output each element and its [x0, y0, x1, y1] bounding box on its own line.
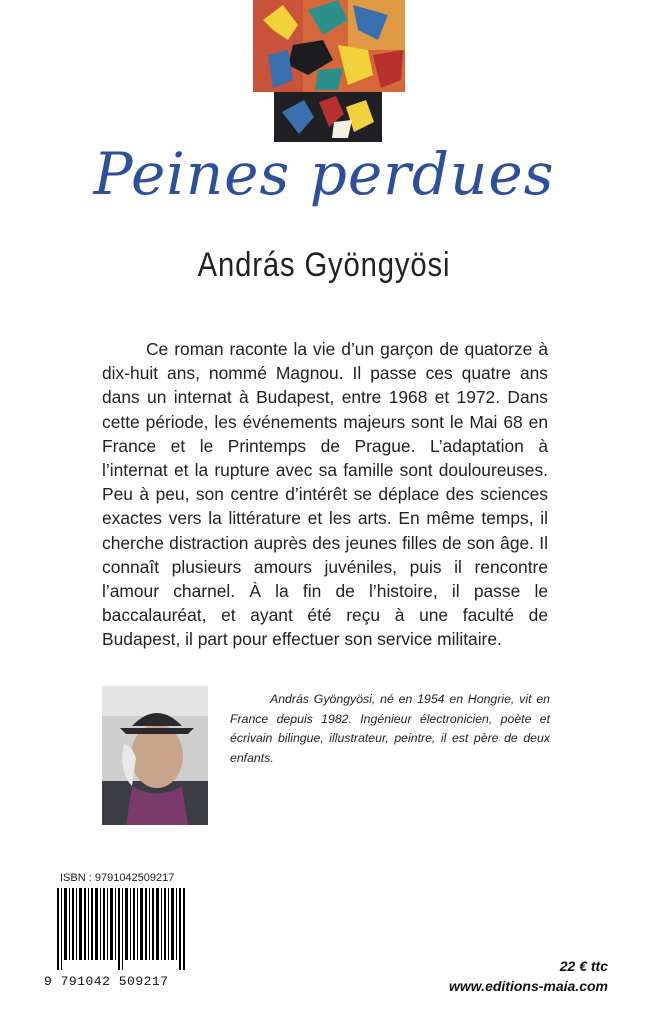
synopsis-text: Ce roman raconte la vie d’un garçon de quatorze à dix-huit ans, nommé Magnou. Il passe ces quatre ans dans un internat à Budapest, entre 1968 et 1972. Dans cette période, les événements majeurs sont le Mai 68 en France et le Printemps de Prague. L’adaptation à l’internat et la rupture avec sa famille sont douloureuses. Peu à peu, son centre d’intérêt se déplace des sciences exactes vers la littérature et les arts. En même temps, il cherche distraction auprès des jeunes filles de son âge. Il connaît plusieurs amours juvéniles, puis il rencontre l’amour charnel. À la fin de l’histoire, il passe le baccalauréat, et ayant été reçu à une faculté de Budapest, il part pour effectuer son service militaire.	[102, 339, 548, 650]
price: 22 € ttc	[559, 958, 608, 974]
publisher-website: www.editions-maia.com	[449, 978, 608, 994]
author-portrait	[102, 686, 208, 825]
cover-artwork-bottom	[274, 92, 382, 142]
book-title: Peines perdues	[93, 140, 555, 208]
cover-artwork-top	[253, 0, 405, 92]
book-author: András Gyöngyösi	[197, 246, 451, 284]
barcode-digits: 9 791042 509217	[44, 974, 169, 989]
barcode-icon	[57, 888, 185, 970]
isbn-label: ISBN : 9791042509217	[60, 872, 175, 884]
author-bio: András Gyöngyösi, né en 1954 en Hongrie, vit en France depuis 1982. Ingénieur électronicien, poète et écrivain bilingue, illustrateur, peintre, il est père de deux enfants.	[230, 692, 550, 765]
